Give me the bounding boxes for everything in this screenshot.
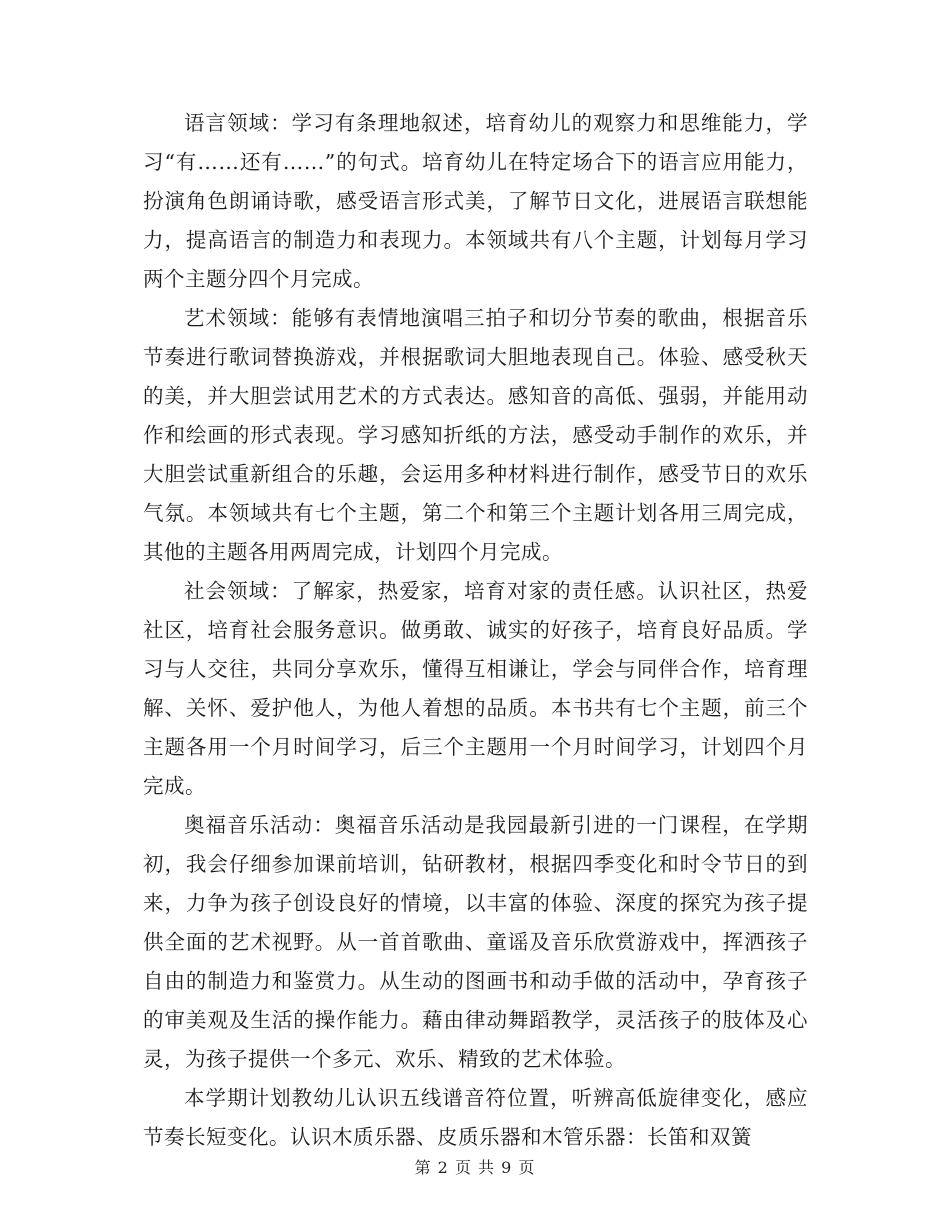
paragraph-language-domain: 语言领域：学习有条理地叙述，培育幼儿的观察力和思维能力，学习“有……还有……”的句式。培育幼儿在特定场合下的语言应用能力，扮演角色朗诵诗歌，感受语言形式美，了解节日文化，进展语言联想能力，提高语言的制造力和表现力。本领域共有八个主题，计划每月学习两个主题分四个月完成。 (143, 111, 808, 291)
page-number-label: 第 2 页 共 9 页 (414, 1158, 536, 1177)
page-footer (0, 1155, 950, 1178)
paragraph-social-domain: 社会领域：了解家，热爱家，培育对家的责任感。认识社区，热爱社区，培育社会服务意识。做勇敢、诚实的好孩子，培育良好品质。学习与人交往，共同分享欢乐，懂得互相谦让，学会与同伴合作，培育理解、关怀、爱护他人，为他人着想的品质。本书共有七个主题，前三个主题各用一个月时间学习，后三个主题用一个月时间学习，计划四个月完成。 (143, 579, 808, 798)
paragraph-semester-plan: 本学期计划教幼儿认识五线谱音符位置，听辨高低旋律变化，感应节奏长短变化。认识木质乐器、皮质乐器和木管乐器：长笛和双簧 (143, 1086, 808, 1149)
document-body (143, 104, 808, 1157)
paragraph-orff-music: 奥福音乐活动：奥福音乐活动是我园最新引进的一门课程，在学期初，我会仔细参加课前培训，钻研教材，根据四季变化和时令节日的到来，力争为孩子创设良好的情境，以丰富的体验、深度的探究为孩子提供全面的艺术视野。从一首首歌曲、童谣及音乐欣赏游戏中，挥洒孩子自由的制造力和鉴赏力。从生动的图画书和动手做的活动中，孕育孩子的审美观及生活的操作能力。藉由律动舞蹈教学，灵活孩子的肢体及心灵，为孩子提供一个多元、欢乐、精致的艺术体验。 (143, 813, 808, 1071)
paragraph-art-domain: 艺术领域：能够有表情地演唱三拍子和切分节奏的歌曲，根据音乐节奏进行歌词替换游戏，并根据歌词大胆地表现自己。体验、感受秋天的美，并大胆尝试用艺术的方式表达。感知音的高低、强弱，并能用动作和绘画的形式表现。学习感知折纸的方法，感受动手制作的欢乐，并大胆尝试重新组合的乐趣，会运用多种材料进行制作，感受节日的欢乐气氛。本领域共有七个主题，第二个和第三个主题计划各用三周完成，其他的主题各用两周完成，计划四个月完成。 (143, 306, 808, 564)
